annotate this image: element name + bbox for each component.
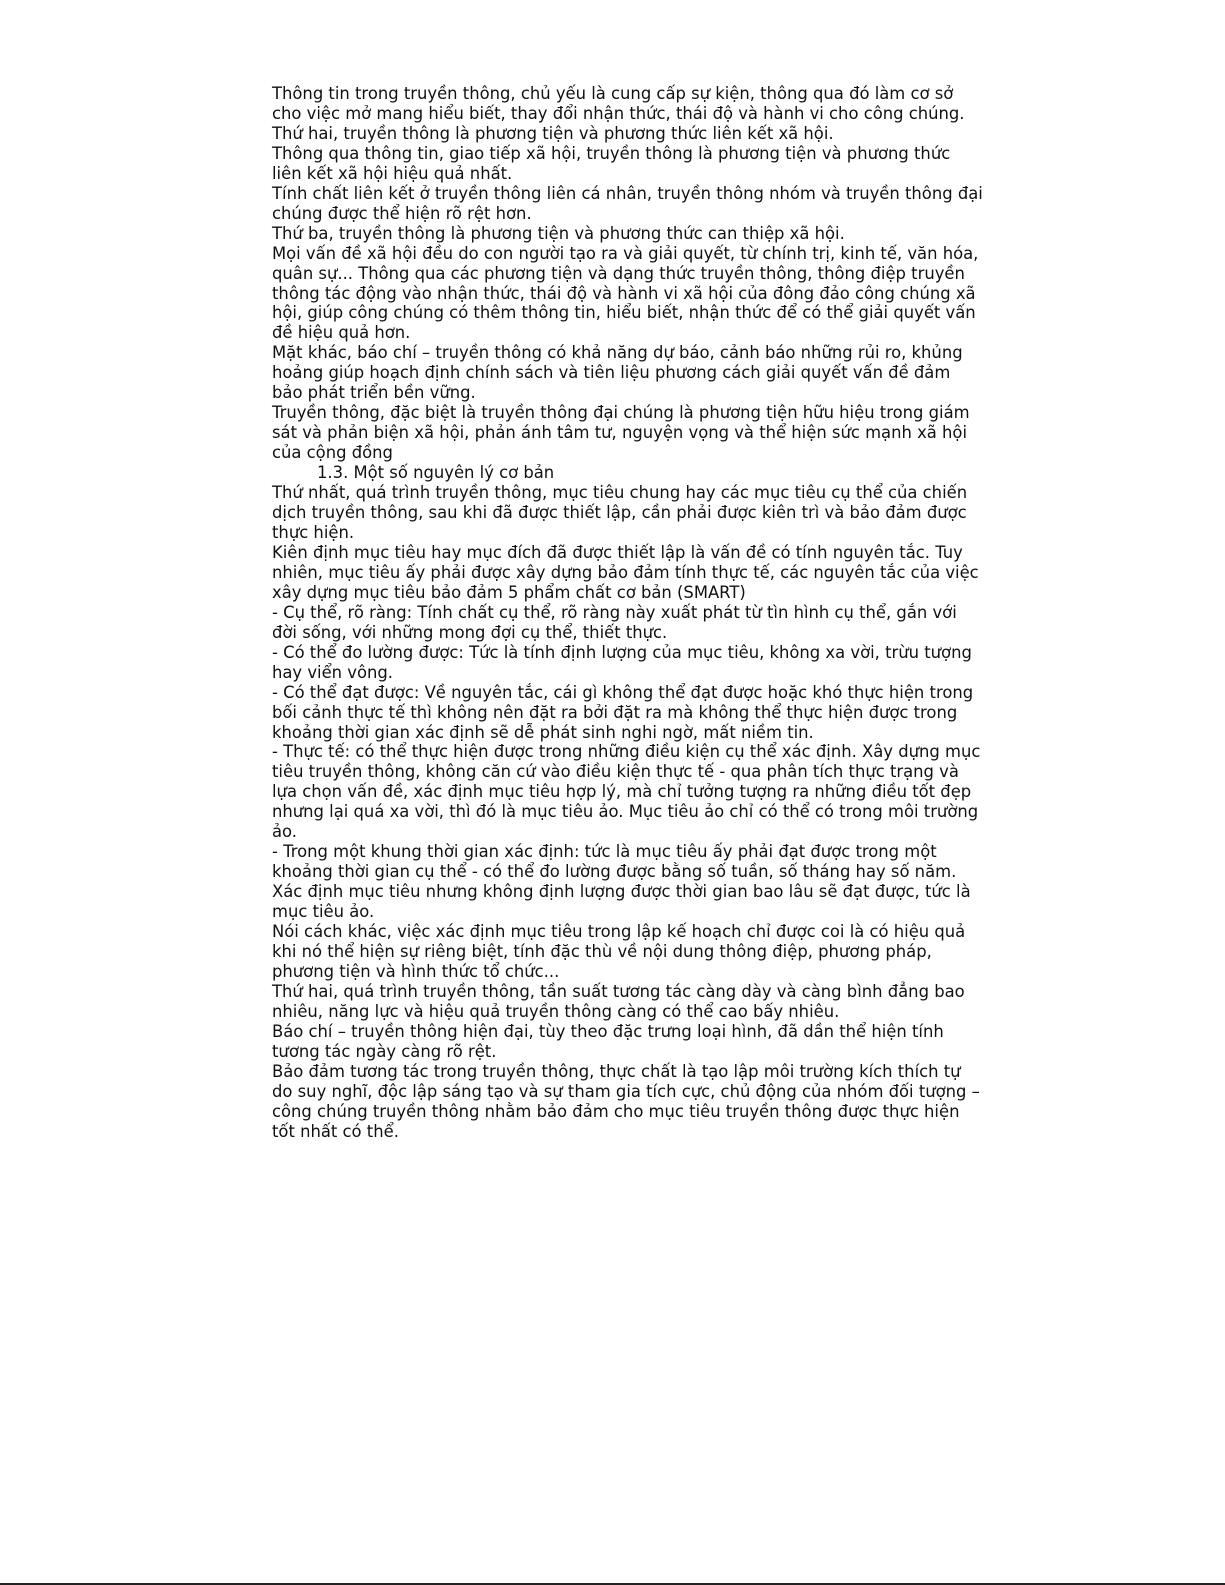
paragraph: - Có thể đạt được: Về nguyên tắc, cái gì không thể đạt được hoặc khó thực hiện trong bối cảnh thực tế thì không nên đặt ra bởi đặt ra mà không thể thực hiện được trong khoảng thời gian xác định sẽ dễ phát sinh nghi ngờ, mất niềm tin. (272, 682, 974, 742)
paragraph: - Thực tế: có thể thực hiện được trong những điều kiện cụ thể xác định. Xây dựng mục tiêu truyền thông, không căn cứ vào điều kiện thực tế - qua phân tích thực trạng và lựa chọn vấn đề, xác định mục tiêu hợp lý, mà chỉ tưởng tượng ra những điều tốt đẹp nhưng lại quá xa vời, thì đó là mục tiêu ảo. Mục tiêu ảo chỉ có thể có trong môi trường ảo. (272, 742, 981, 842)
paragraph: Thông qua thông tin, giao tiếp xã hội, truyền thông là phương tiện và phương thức liên kết xã hội hiệu quả nhất. (272, 143, 951, 183)
paragraph: Thứ hai, quá trình truyền thông, tần suất tương tác càng dày và càng bình đẳng bao nhiêu, năng lực và hiệu quả truyền thông càng có thể cao bấy nhiêu. (272, 981, 965, 1021)
paragraph: Báo chí – truyền thông hiện đại, tùy theo đặc trưng loại hình, đã dần thể hiện tính tương tác ngày càng rõ rệt. (272, 1021, 944, 1061)
paragraph: Thứ nhất, quá trình truyền thông, mục tiêu chung hay các mục tiêu cụ thể của chiến dịch truyền thông, sau khi đã được thiết lập, cần phải được kiên trì và bảo đảm được thực hiện. (272, 483, 968, 542)
paragraph: - Trong một khung thời gian xác định: tức là mục tiêu ấy phải đạt được trong một khoảng thời gian cụ thể - có thể đo lường được bằng số tuần, số tháng hay số năm. Xác định mục tiêu nhưng không định lượng được thời gian bao lâu sẽ đạt được, tức là mục tiêu ảo. (272, 842, 971, 922)
paragraph: Bảo đảm tương tác trong truyền thông, thực chất là tạo lập môi trường kích thích tự do suy nghĩ, độc lập sáng tạo và sự tham gia tích cực, chủ động của nhóm đối tượng – công chúng truyền thông nhằm bảo đảm cho mục tiêu truyền thông được thực hiện tốt nhất có thể. (272, 1061, 980, 1141)
paragraph: Mặt khác, báo chí – truyền thông có khả năng dự báo, cảnh báo những rủi ro, khủng hoảng giúp hoạch định chính sách và tiên liệu phương cách giải quyết vấn đề đảm bảo phát triển bền vững. (272, 343, 963, 403)
paragraph: Nói cách khác, việc xác định mục tiêu trong lập kế hoạch chỉ được coi là có hiệu quả khi nó thể hiện sự riêng biệt, tính đặc thù về nội dung thông điệp, phương pháp, phương tiện và hình thức tổ chức... (272, 922, 966, 981)
paragraph: - Cụ thể, rõ ràng: Tính chất cụ thể, rõ ràng này xuất phát từ tìn hình cụ thể, gắn với đời sống, với những mong đợi cụ thể, thiết thực. (272, 602, 957, 642)
paragraph: Thứ hai, truyền thông là phương tiện và phương thức liên kết xã hội. (272, 123, 834, 143)
paragraph: - Có thể đo lường được: Tức là tính định lượng của mục tiêu, không xa vời, trừu tượng hay viển vông. (272, 642, 972, 682)
paragraph: Thứ ba, truyền thông là phương tiện và phương thức can thiệp xã hội. (272, 223, 845, 243)
paragraph: Truyền thông, đặc biệt là truyền thông đại chúng là phương tiện hữu hiệu trong giám sát và phản biện xã hội, phản ánh tâm tư, nguyện vọng và thể hiện sức mạnh xã hội của cộng đồng (272, 403, 970, 463)
paragraph: Tính chất liên kết ở truyền thông liên cá nhân, truyền thông nhóm và truyền thông đại chúng được thể hiện rõ rệt hơn. (272, 183, 983, 223)
paragraph: Mọi vấn đề xã hội đều do con người tạo ra và giải quyết, từ chính trị, kinh tế, văn hóa, quân sự... Thông qua các phương tiện và dạng thức truyền thông, thông điệp truyền thông tác động vào nhận thức, thái độ và hành vi xã hội của đông đảo công chúng xã hội, giúp công chúng có thêm thông tin, hiểu biết, nhận thức để có thể giải quyết vấn đề hiệu quả hơn. (272, 243, 979, 343)
section-heading: 1.3. Một số nguyên lý cơ bản (317, 463, 555, 483)
paragraph: Thông tin trong truyền thông, chủ yếu là cung cấp sự kiện, thông qua đó làm cơ sở cho việc mở mang hiểu biết, thay đổi nhận thức, thái độ và hành vi cho công chúng. (272, 84, 965, 123)
paragraph: Kiên định mục tiêu hay mục đích đã được thiết lập là vấn đề có tính nguyên tắc. Tuy nhiên, mục tiêu ấy phải được xây dựng bảo đảm tính thực tế, các nguyên tắc của việc xây dựng mục tiêu bảo đảm 5 phẩm chất cơ bản (SMART) (272, 542, 979, 602)
document-body (272, 84, 984, 1142)
